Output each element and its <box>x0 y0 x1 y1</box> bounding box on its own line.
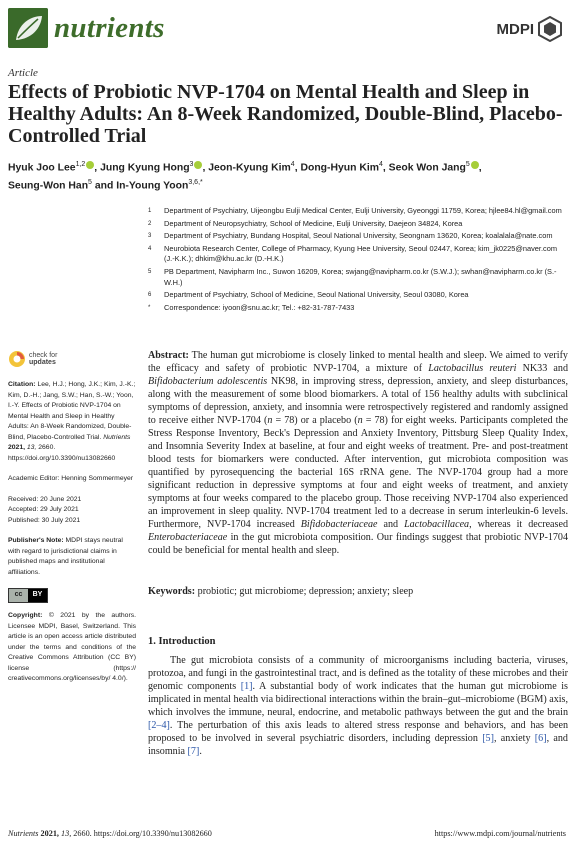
abstract-text: NK98, in improving stress, depression, anxiety, and sleep disturbances, along with the measurement of some blood biomarkers. A total of 156 healthy adults with subclinical symptoms of depression, anxiety, and insomnia were retrospectively registered and randomly assigned to receive either NVP-1704 ( <box>148 376 568 426</box>
abstract-italic: Bifidobacteriaceae <box>300 519 378 530</box>
citation-volume: 13, <box>26 444 37 451</box>
author-affiliation-sup: 3,6,* <box>188 179 203 187</box>
keywords-text: probiotic; gut microbiome; depression; anxiety; sleep <box>197 586 414 597</box>
affiliation-item <box>148 303 568 314</box>
abstract-italic: Lactobacillus reuteri <box>428 363 517 374</box>
abstract-italic: Lactobacillacea <box>404 519 470 530</box>
author-affiliation-sup: 3 <box>189 161 194 168</box>
abstract-text: NK33 and <box>522 363 568 374</box>
intro-text: , anxiety <box>493 733 531 744</box>
footer-year: 2021, <box>40 829 59 838</box>
footer-volume: 13, <box>61 829 72 838</box>
intro-text: , and insomnia <box>148 733 568 757</box>
abstract-italic: n <box>267 415 273 426</box>
affiliation-text: Department of Psychiatry, Uijeongbu Eulji Medical Center, Eulji University, Gyeonggi 11759, Korea; hjlee84.hl@gmail.com <box>164 206 562 215</box>
intro-text: . The perturbation of this axis leads to altered stress response and behaviors, and has been proposed to be involved in several psychiatric disorders, including depression <box>148 720 568 744</box>
affiliation-number: 4 <box>148 245 152 252</box>
article-type: Article <box>8 67 38 79</box>
affiliation-number: 2 <box>148 220 152 227</box>
affiliation-item <box>148 231 568 242</box>
check-line2: updates <box>29 359 56 366</box>
author-separator: , <box>94 162 101 174</box>
author-affiliation-sup: 5 <box>88 179 92 187</box>
affiliation-text: Department of Psychiatry, School of Medicine, Seoul National University, Seoul 03080, Korea <box>164 290 469 300</box>
affiliation-number: 3 <box>148 233 152 240</box>
affiliation-item <box>148 206 568 217</box>
author[interactable]: In-Young Yoon <box>116 180 189 192</box>
section-heading: 1. Introduction <box>148 636 216 647</box>
abstract <box>148 349 568 557</box>
author[interactable]: Hyuk Joo Lee <box>8 162 76 174</box>
intro-text: The gut microbiota consists of a community of microorganisms including bacteria, viruses, protozoa, and fungi in the gastrointestinal tract, and is defined as the totality of these microbes and their genomic components <box>148 655 568 692</box>
journal-header <box>8 8 566 50</box>
dates-block <box>8 495 136 527</box>
academic-editor: Academic Editor: Henning Sommermeyer <box>8 475 134 482</box>
affiliation-item <box>148 244 568 265</box>
affiliation-number: 5 <box>148 268 152 275</box>
abstract-text: in the gut microbiota composition. Our findings suggest that probiotic NVP-1704 could be beneficial for mental health and sleep. <box>148 532 569 556</box>
received-date: Received: 20 June 2021 <box>8 495 82 503</box>
by-icon: BY <box>28 589 47 602</box>
reference-link[interactable]: [6] <box>534 733 547 744</box>
author-separator: , <box>382 162 389 174</box>
journal-name: nutrients <box>54 12 165 44</box>
publisher-name: MDPI <box>496 20 534 38</box>
affiliation-text: Correspondence: iyoon@snu.ac.kr; Tel.: +82-31-787-7433 <box>164 302 355 312</box>
abstract-text: = 78) or a placebo ( <box>275 415 358 426</box>
affiliation-number: 1 <box>148 208 152 214</box>
reference-link[interactable]: [2–4] <box>148 720 170 731</box>
author-list <box>8 157 568 194</box>
author-separator: , <box>478 162 482 174</box>
check-updates-icon <box>8 350 26 368</box>
author-affiliation-sup: 4 <box>290 161 295 168</box>
publisher-logo[interactable] <box>497 14 563 44</box>
author-affiliation-sup: 5 <box>465 161 470 168</box>
copyright-block <box>8 611 136 685</box>
author[interactable]: Seok Won Jang <box>388 162 466 174</box>
author-separator: and <box>91 180 117 192</box>
footer-doi[interactable]: 2660. https://doi.org/10.3390/nu13082660 <box>73 829 212 838</box>
abstract-text: = 78) for eight weeks. Participants completed the Stress Response Inventory, Beck's Depression and Anxiety Inventory, Pittsburg Sleep Quality Index, and Insomnia Severity Index at baseline, at four and eight weeks of treatment. Pre- and post-treatment blood tests for biomarkers were conducted. After intervention, gut microbiota composition was quantified by pyrosequencing the bacterial 16S rRNA gene. The NVP-1704 group had a more significant reduction in depressive symptoms at four and eight weeks of treatment, and anxiety symptoms at four weeks compared to the placebo group. Those receiving NVP-1704 also experienced an improvement in sleep quality. NVP-1704 treatment led to a decrease in serum interleukin-6 levels. Furthermore, NVP-1704 increased <box>148 415 569 530</box>
affiliation-item <box>148 219 568 230</box>
citation-label: Citation: <box>8 381 36 388</box>
citation-year: 2021, <box>8 444 26 451</box>
cc-by-badge[interactable] <box>8 588 48 603</box>
author-separator: , <box>294 162 301 174</box>
affiliation-text: Neurobiota Research Center, College of Pharmacy, Kyung Hee University, Seoul 02447, Korea; kim_jk0225@naver.com (J.-K.K.); dhkim@khu.ac.kr (D.-H.K.) <box>164 243 557 264</box>
keywords <box>148 585 568 598</box>
reference-link[interactable]: [7] <box>187 746 200 757</box>
affiliation-number: 6 <box>148 292 152 299</box>
nutrients-leaf-icon <box>8 8 48 48</box>
citation-text: Lee, H.J.; Hong, J.K.; Kim, J.-K.; Kim, D.-H.; Jang, S.W.; Han, S.-W.; Yoon, I.-Y. Effects of Probiotic NVP-1704 on Mental Health and Sleep in Healthy Adults: An 8-Week Randomized, Double-Blind, Placebo-Controlled Trial. <box>8 381 136 441</box>
copyright-text: © 2021 by the authors. Licensee MDPI, Basel, Switzerland. This article is an open access article distributed under the terms and conditions of the Creative Commons Attribution (CC BY) license (https:// creativecommons.org/licenses/by/ 4.0/). <box>8 612 136 682</box>
keywords-label: Keywords: <box>148 586 196 597</box>
abstract-italic: n <box>357 415 363 426</box>
author-affiliation-sup: 1,2 <box>75 161 86 168</box>
affiliation-text: Department of Neuropsychiatry, School of Medicine, Eulji University, Daejeon 34824, Korea <box>164 218 463 228</box>
accepted-date: Accepted: 29 July 2021 <box>8 506 79 513</box>
affiliation-item <box>148 290 568 301</box>
author-affiliation-sup: 4 <box>378 161 383 168</box>
article-title: Effects of Probiotic NVP-1704 on Mental Health and Sleep in Healthy Adults: An 8-Week Randomized, Double-Blind, Placebo-Controlled Trial <box>8 81 563 147</box>
publisher-note <box>8 536 136 578</box>
author-separator: , <box>202 162 209 174</box>
affiliation-text: Department of Psychiatry, Bundang Hospital, Seoul National University, Seongnam 13620, Korea; koalalala@nate.com <box>164 231 553 241</box>
introduction-paragraph <box>148 654 568 758</box>
footer-journal-url[interactable]: https://www.mdpi.com/journal/nutrients <box>434 829 566 838</box>
affiliation-item <box>148 267 568 288</box>
citation-journal: Nutrients <box>103 433 131 441</box>
publisher-note-label: Publisher's Note: <box>8 537 64 544</box>
affiliation-number: * <box>148 304 151 311</box>
author[interactable]: Jung Kyung Hong <box>100 162 190 174</box>
reference-link[interactable]: [5] <box>482 733 494 744</box>
publisher-note-text: MDPI stays neutral with regard to jurisdictional claims in published maps and institutional affiliations. <box>8 537 123 576</box>
cc-icon: cc <box>9 589 28 602</box>
affiliation-text: PB Department, Navipharm Inc., Suwon 16209, Korea; swjang@navipharm.co.kr (S.W.J.); swhan@navipharm.co.kr (S.-W.H.) <box>164 266 557 287</box>
abstract-italic: Bifidobacterium adolescentis <box>148 376 268 387</box>
reference-link[interactable]: [1] <box>240 681 253 692</box>
footer-citation <box>8 829 212 838</box>
intro-text: . <box>199 746 202 757</box>
abstract-text: , whereas it decreased <box>469 519 568 530</box>
author[interactable]: Seung-Won Han <box>8 180 89 192</box>
sidebar <box>8 350 136 695</box>
mdpi-hexagon-icon <box>538 16 562 42</box>
check-for-updates-badge[interactable] <box>8 350 136 368</box>
citation-doi[interactable]: 2660. https://doi.org/10.3390/nu13082660 <box>8 444 116 462</box>
affiliations <box>148 206 568 315</box>
author[interactable]: Jeon-Kyung Kim <box>208 162 291 174</box>
published-date: Published: 30 July 2021 <box>8 516 81 524</box>
abstract-text: The human gut microbiome is closely linked to mental health and sleep. We aimed to verify the efficacy and safety of probiotic NVP-1704, a mixture of <box>148 350 568 374</box>
check-line1: check for <box>29 351 58 359</box>
orcid-icon[interactable] <box>471 161 479 169</box>
abstract-italic: Enterobacteriaceae <box>148 532 228 543</box>
abstract-label: Abstract: <box>148 350 189 361</box>
abstract-text: and <box>383 519 399 530</box>
intro-text: . A substantial body of work indicates that the human gut microbiome is implicated in mental health via bidirectional interactions within the brain–gut–microbiome (BGM) axis, which involves the immune, neural, endocrine, and metabolic pathways between the gut and the brain <box>148 681 568 718</box>
copyright-label: Copyright: <box>8 612 43 619</box>
footer-journal: Nutrients <box>8 829 39 838</box>
journal-logo <box>8 8 48 48</box>
author[interactable]: Dong-Hyun Kim <box>300 162 379 174</box>
citation-block <box>8 380 136 464</box>
